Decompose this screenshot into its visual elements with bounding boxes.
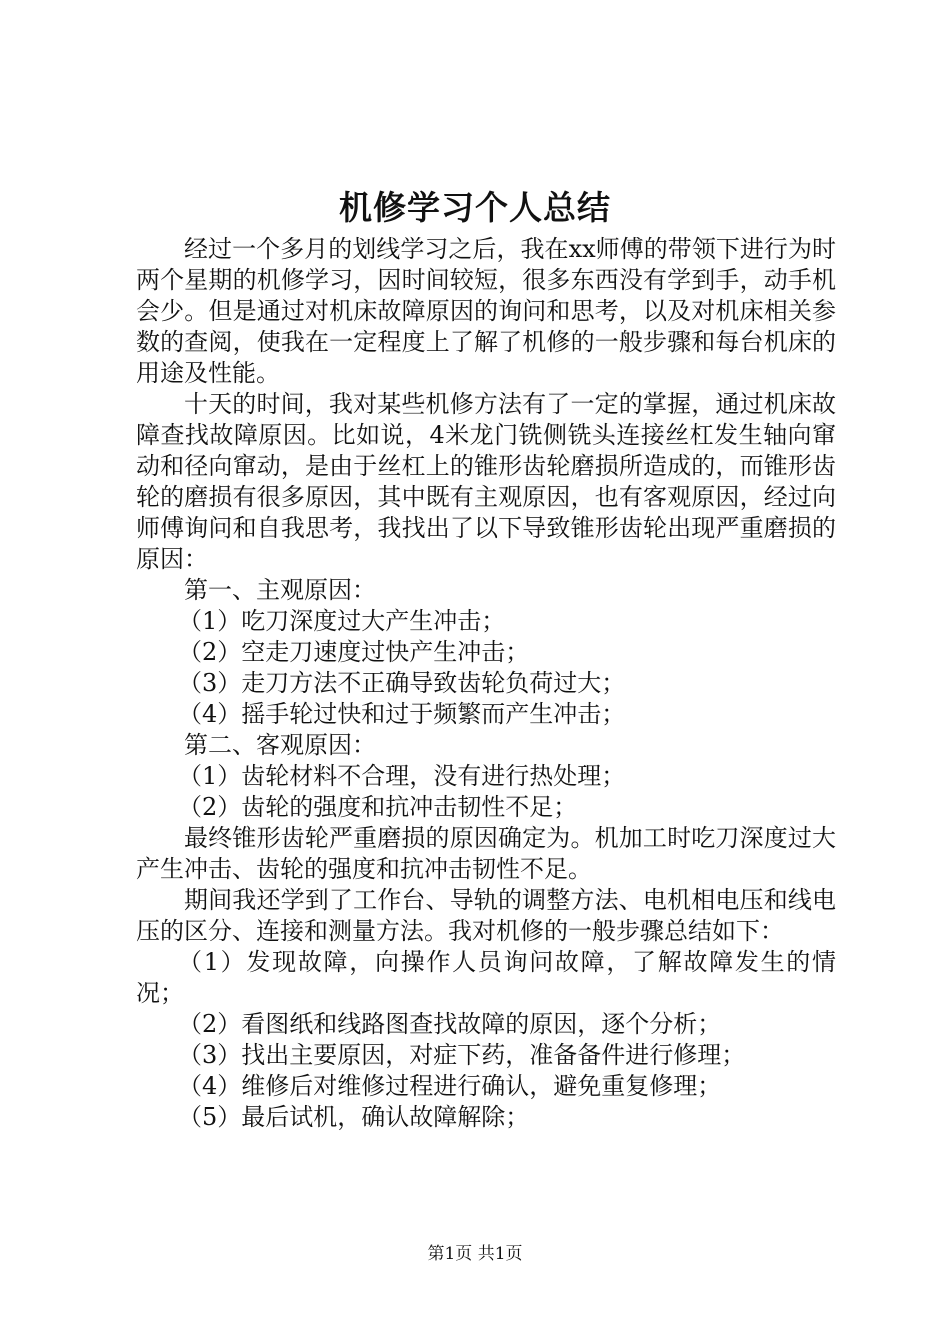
list-item-step-5: （5）最后试机，确认故障解除； [178, 1103, 530, 1131]
paragraph-intro: 经过一个多月的划线学习之后，我在xx师傅的带领下进行为时两个星期的机修学习，因时间较短，很多东西没有学到手，动手机会少。但是通过对机床故障原因的询问和思考，以及对机床相关参数的查阅，使我在一定程度上了解了机修的一般步骤和每台机床的用途及性能。 [136, 235, 836, 387]
list-item-objective-1: （1）齿轮材料不合理，没有进行热处理； [178, 762, 626, 790]
list-item-step-4: （4）维修后对维修过程进行确认，避免重复修理； [178, 1072, 722, 1100]
paragraph-also-learned: 期间我还学到了工作台、导轨的调整方法、电机相电压和线电压的区分、连接和测量方法。我对机修的一般步骤总结如下： [136, 886, 836, 945]
list-item-subjective-2: （2）空走刀速度过快产生冲击； [178, 638, 530, 666]
list-item-step-1: （1）发现故障，向操作人员询问故障，了解故障发生的情况； [136, 948, 836, 1007]
list-item-step-3: （3）找出主要原因，对症下药，准备备件进行修理； [178, 1041, 746, 1069]
list-item-step-2: （2）看图纸和线路图查找故障的原因，逐个分析； [178, 1010, 722, 1038]
heading-subjective-causes: 第一、主观原因： [184, 576, 376, 604]
page-footer: 第1页 共1页 [427, 1244, 523, 1264]
paragraph-final-cause: 最终锥形齿轮严重磨损的原因确定为。机加工时吃刀深度过大产生冲击、齿轮的强度和抗冲击韧性不足。 [136, 824, 836, 883]
heading-objective-causes: 第二、客观原因： [184, 731, 376, 759]
document-body [136, 234, 836, 1133]
list-item-objective-2: （2）齿轮的强度和抗冲击韧性不足； [178, 793, 578, 821]
list-item-subjective-4: （4）摇手轮过快和过于频繁而产生冲击； [178, 700, 626, 728]
list-item-subjective-3: （3）走刀方法不正确导致齿轮负荷过大； [178, 669, 626, 697]
document-title: 机修学习个人总结 [339, 188, 611, 227]
paragraph-ten-days: 十天的时间，我对某些机修方法有了一定的掌握，通过机床故障查找故障原因。比如说，4米龙门铣侧铣头连接丝杠发生轴向窜动和径向窜动，是由于丝杠上的锥形齿轮磨损所造成的，而锥形齿轮的磨损有很多原因，其中既有主观原因，也有客观原因，经过向师傅询问和自我思考，我找出了以下导致锥形齿轮出现严重磨损的原因： [136, 390, 836, 573]
list-item-subjective-1: （1）吃刀深度过大产生冲击； [178, 607, 506, 635]
